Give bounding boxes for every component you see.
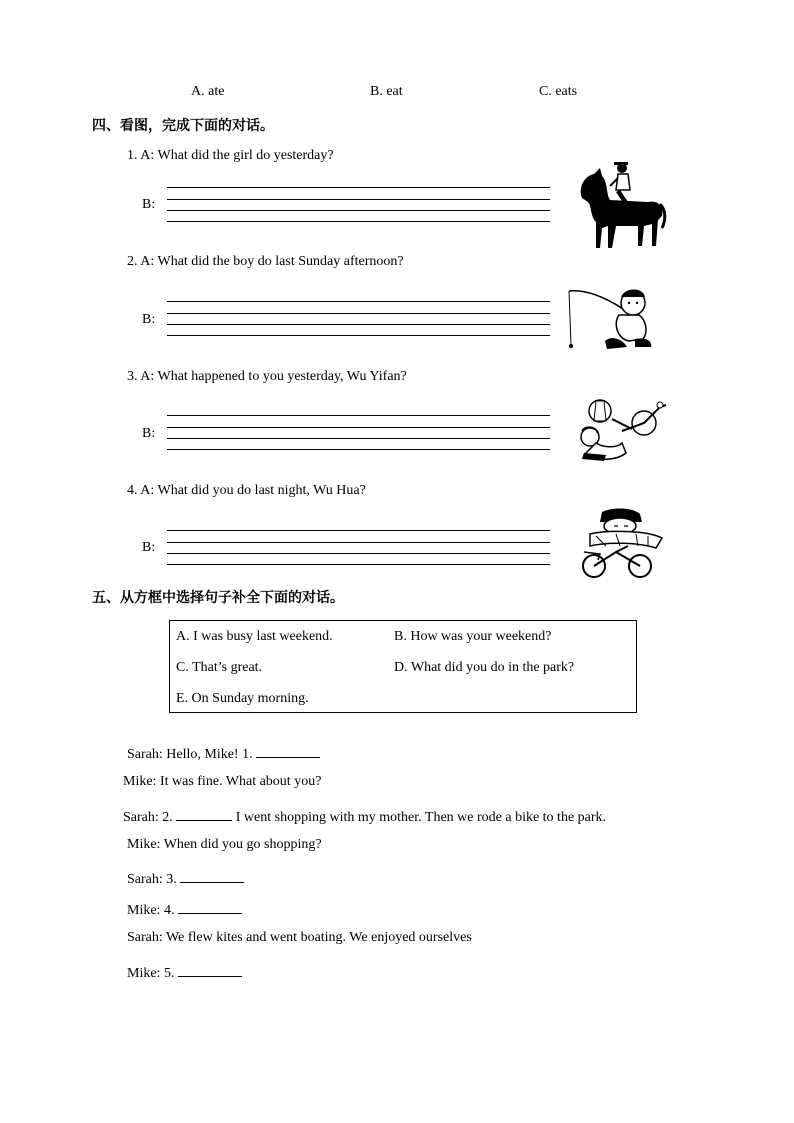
answer-label-2: B: <box>142 312 156 327</box>
answer-label-3: B: <box>142 426 156 441</box>
option-b: B. eat <box>370 84 403 99</box>
blank-2[interactable] <box>176 806 232 821</box>
answer-label-4: B: <box>142 540 156 555</box>
dialogue-line-2-text: Mike: It was fine. What about you? <box>123 774 322 789</box>
dialogue-line-6 <box>127 899 242 919</box>
blank-5[interactable] <box>178 962 242 977</box>
section5-heading: 五、从方框中选择句子补全下面的对话。 <box>92 590 344 606</box>
box-option-b: B. How was your weekend? <box>394 629 552 644</box>
dialogue-line-5 <box>127 868 244 888</box>
dialogue-line-8 <box>127 962 242 982</box>
box-option-d: D. What did you do in the park? <box>394 660 575 675</box>
dialogue-line-5-text: Sarah: 3. <box>127 872 177 887</box>
blank-4[interactable] <box>178 899 242 914</box>
girl-riding-horse-picture <box>570 160 668 250</box>
dialogue-line-8-text: Mike: 5. <box>127 966 175 981</box>
blank-1[interactable] <box>256 743 320 758</box>
dialogue-line-6-text: Mike: 4. <box>127 903 175 918</box>
dialogue-line-7 <box>127 930 472 946</box>
answer-label-1: B: <box>142 197 156 212</box>
blank-3[interactable] <box>180 868 244 883</box>
dialogue-line-7-text: Sarah: We flew kites and went boating. We enjoyed ourselves <box>127 930 472 945</box>
dialogue-line-3-suffix: I went shopping with my mother. Then we rode a bike to the park. <box>235 810 607 825</box>
question-3: 3. A: What happened to you yesterday, Wu Yifan? <box>127 369 407 384</box>
section4-heading: 四、看图，完成下面的对话。 <box>92 118 274 134</box>
box-option-e: E. On Sunday morning. <box>176 691 309 706</box>
option-c: C. eats <box>539 84 578 99</box>
question-1: 1. A: What did the girl do yesterday? <box>127 148 334 163</box>
box-option-a: A. I was busy last weekend. <box>176 629 333 644</box>
dialogue-line-1-text: Sarah: Hello, Mike! 1. <box>127 747 253 762</box>
option-a: A. ate <box>191 84 225 99</box>
question-4: 4. A: What did you do last night, Wu Hua? <box>127 483 366 498</box>
dialogue-line-1 <box>127 743 320 763</box>
question-2: 2. A: What did the boy do last Sunday afternoon? <box>127 254 404 269</box>
dialogue-line-4 <box>127 837 322 853</box>
dialogue-line-4-text: Mike: When did you go shopping? <box>127 837 322 852</box>
dialogue-line-3 <box>123 806 606 826</box>
boy-fell-off-bike-picture <box>576 393 668 465</box>
boy-fishing-picture <box>565 283 655 353</box>
dialogue-line-3-text: Sarah: 2. <box>123 810 173 825</box>
girl-riding-bike-picture <box>576 508 668 580</box>
dialogue-line-2 <box>123 774 321 790</box>
box-option-c: C. That’s great. <box>176 660 263 675</box>
